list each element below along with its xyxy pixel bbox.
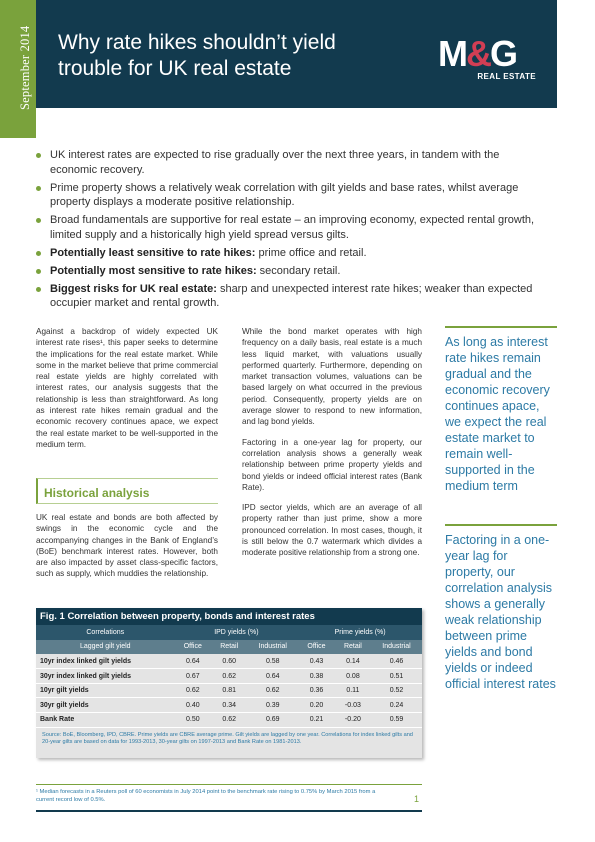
bullet-dot-icon [36, 153, 41, 158]
column-header: Lagged gilt yield [36, 640, 175, 655]
table-row: Bank Rate 0.50 0.62 0.69 0.21 -0.20 0.59 [36, 713, 422, 728]
section-heading-box [36, 478, 218, 504]
header-banner [0, 0, 557, 108]
bottom-rule [36, 810, 422, 812]
body-paragraph: IPD sector yields, which are an average of all property rather than just prime, show a more pronounced correlation. In most cases, though, it is still below the 0.7 watermark which divides a moderate positive relationship from a strong one. [242, 503, 422, 558]
column-header: Retail [335, 640, 371, 655]
table-row: 30yr gilt yields 0.40 0.34 0.39 0.20 -0.03 0.24 [36, 698, 422, 713]
column-header: Office [175, 640, 212, 655]
section-heading: Historical analysis [44, 486, 150, 500]
key-point: Prime property shows a relatively weak correlation with gilt yields and base rates, whilst average property displays a moderate positive relationship. [36, 181, 546, 210]
page-number: 1 [414, 794, 420, 804]
section-paragraph: UK real estate and bonds are both affected by swings in the economic cycle and the accompanying changes in the Bank of England’s (BoE) benchmark interest rates. However, both are also impacted by asset class-specific factors, such as supply, which muddies the relationship. [36, 513, 218, 579]
table-corner-label: Correlations [36, 625, 175, 640]
column-header: Industrial [371, 640, 422, 655]
key-point: Biggest risks for UK real estate: sharp and unexpected interest rate hikes; weaker than expected occupier market and rental growth. [36, 282, 546, 311]
table-row: 10yr gilt yields 0.62 0.81 0.62 0.36 0.11 0.52 [36, 683, 422, 698]
key-point: Potentially least sensitive to rate hikes: prime office and retail. [36, 246, 546, 261]
column-1-intro [36, 326, 218, 459]
logo-subtitle: REAL ESTATE [477, 72, 536, 81]
key-point: Potentially most sensitive to rate hikes: secondary retail. [36, 264, 546, 279]
pull-quote: As long as interest rate hikes remain gradual and the economic recovery continues apace, we expect the real estate market to remain well-supported in the medium term [445, 326, 557, 494]
body-paragraph: Factoring in a one-year lag for property, our correlation analysis shows a generally weak relationship between prime property yields and bond yields or indeed official interest rates (Bank Rate). [242, 437, 422, 492]
mg-real-estate-logo [438, 33, 538, 90]
ipd-yields-group-header: IPD yields (%) [175, 625, 299, 640]
correlation-table [36, 625, 422, 728]
logo-wordmark: M&G [438, 33, 517, 74]
table-row: 10yr index linked gilt yields 0.64 0.60 0.58 0.43 0.14 0.46 [36, 654, 422, 669]
figure-title: Fig. 1 Correlation between property, bonds and interest rates [36, 608, 422, 625]
column-header: Office [298, 640, 335, 655]
date-label: September 2014 [18, 25, 32, 110]
prime-yields-group-header: Prime yields (%) [298, 625, 422, 640]
table-row: 30yr index linked gilt yields 0.67 0.62 0.64 0.38 0.08 0.51 [36, 669, 422, 684]
pull-quote: Factoring in a one-year lag for property, our correlation analysis shows a generally weak relationship between prime yields and bond yields or indeed official interest rates [445, 524, 557, 692]
bullet-dot-icon [36, 186, 41, 191]
column-2 [242, 326, 422, 568]
page-title: Why rate hikes shouldn’t yield trouble for UK real estate [58, 31, 336, 80]
correlation-table-figure [36, 608, 422, 758]
column-header: Retail [211, 640, 247, 655]
key-points-list [36, 148, 546, 314]
date-tab [0, 0, 36, 138]
column-header: Industrial [247, 640, 298, 655]
figure-source-note: Source: BoE, Bloomberg, IPD, CBRE. Prime yields are CBRE average prime. Gilt yields are lagged by one year. Correlations for index linked gilts and 20-year gilts are based on data for 1993-2013, 30-year gilts on 1997-2013 and Bank Rate on 1981-2013. [42, 731, 413, 746]
footnote: ¹ Median forecasts in a Reuters poll of 60 economists in July 2014 point to the benchmark rate rising to 0.75% by March 2015 from a current record low of 0.5%. [36, 789, 376, 803]
intro-paragraph: Against a backdrop of widely expected UK interest rate rises¹, this paper seeks to determine the implications for the real estate market. While some in the market believe that prime commercial real estate yields are highly correlated with interest rates, our analysis suggests that the relationship is less than straightforward. As long as interest rate hikes remain gradual and the economic recovery continues apace, we expect the real estate market to be well-supported in the medium term. [36, 327, 218, 449]
bullet-dot-icon [36, 287, 41, 292]
table-subheader-row [36, 640, 422, 655]
column-1-section [36, 512, 218, 589]
key-point: Broad fundamentals are supportive for real estate – an improving economy, expected rental growth, limited supply and a historically high yield spread versus gilts. [36, 213, 546, 242]
key-point: UK interest rates are expected to rise gradually over the next three years, in tandem with the economic recovery. [36, 148, 546, 177]
footnote-divider [36, 784, 422, 785]
bullet-dot-icon [36, 269, 41, 274]
bullet-dot-icon [36, 218, 41, 223]
bullet-dot-icon [36, 251, 41, 256]
body-paragraph: While the bond market operates with high frequency on a daily basis, real estate is a much less liquid market, with valuations usually performed quarterly. Furthermore, depending on market transaction volumes, valuations can be based largely on what occurred in the previous period. Consequently, property yields are on average slower to respond to new information, and lag bond yields. [242, 327, 422, 427]
table-header-row [36, 625, 422, 640]
